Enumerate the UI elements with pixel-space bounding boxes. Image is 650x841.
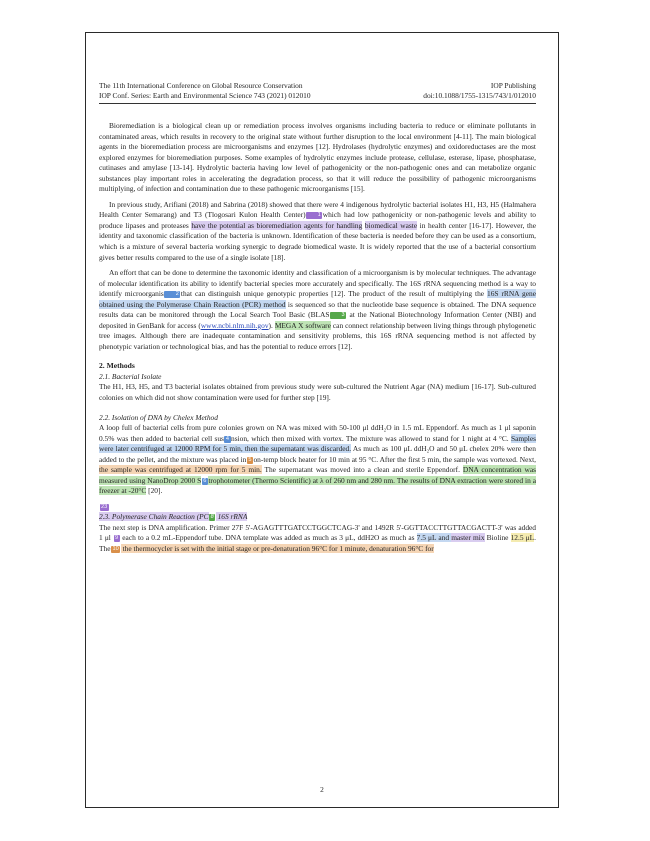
page-number: 2 xyxy=(320,785,324,794)
highlight-mega-x-software[interactable]: MEGA X software xyxy=(274,320,331,330)
annotation-tag-9[interactable]: 9 xyxy=(115,535,119,542)
highlight-thermocycler[interactable]: the thermocycler is set with the initial stage or pre-denaturation 96°C for 1 minute, denaturation 96°C for xyxy=(120,544,434,553)
highlight-sample-centrifuged[interactable]: the sample was centrifuged at 12000 rpm for 5 min. xyxy=(99,465,262,475)
conference-name: The 11th International Conference on Global Resource Conservation xyxy=(99,81,303,90)
ncbi-link[interactable]: www.ncbi.nlm.nih.gov xyxy=(200,320,269,330)
annotation-tag-6[interactable]: 6 xyxy=(203,477,207,484)
annotation-tag-1[interactable]: 1 xyxy=(306,212,322,219)
annotation-tag-4[interactable]: 4 xyxy=(225,435,230,442)
subsection-dna-isolation: 2.2. Isolation of DNA by Chelex Method xyxy=(99,412,218,422)
methods-heading: 2. Methods xyxy=(99,361,135,371)
highlight-dna-concentration[interactable]: DNA concentration was measured using NanoDrop 2000 S xyxy=(99,465,536,485)
annotation-tag-10[interactable]: 10 xyxy=(112,546,119,552)
highlight-master-mix[interactable]: master mix xyxy=(451,533,485,543)
paragraph-previous-study: In previous study, Arifiani (2018) and Sabrina (2018) showed that there were 4 indigenous hydrolytic bacterial isolates H1, H3, H5 (Halmahera Health Center Semarang) and T3 (Tlogosari Kulon Health Center) 1 which had low pathogenicity or non-pathogenic levels and ability to produce lipases and proteases have the potential as bioremediation agents for handling biomedical waste in health center [16-17]. However, the identity and taxonomic classification of the bacteria is unknown. Identification of these bacteria is needed before they can be used as a consortium, which is a mixture of several bacteria working synergic to degrade biomedical waste. It is widely reported that the use of a bacterial consortium gives better results compared to the use of a single isolate [18]. xyxy=(99,199,537,262)
doi-text: doi:10.1088/1755-1315/743/1/012010 xyxy=(423,91,536,101)
highlight-bioline-volume[interactable]: 12.5 μL xyxy=(510,533,535,543)
header-rule xyxy=(99,103,536,104)
subsection-bacterial-isolate: 2.1. Bacterial Isolate xyxy=(99,371,162,381)
subsection-pcr-title xyxy=(99,502,536,513)
document-page xyxy=(85,32,559,808)
paragraph-molecular-techniques: An effort that can be done to determine the taxonomic identity and classification of a microorganism is by molecular techniques. The advantage of molecular identification its ability to identify bacterial species more accurately and specifically. The 16S rRNA sequencing method is a way to identify microorganis 2 that can distinguish unique genotypic properties [12]. The product of the result of multiplying the 16S rRNA gene obtained using the Polymerase Chain Reaction (PCR) method is sequenced so that the nucleotide base sequence is obtained. The DNA sequence results data can be monitored through the Local Search Tool Basic (BLAS 3 at the National Biotechnology Information Center (NBI) and deposited in GenBank for access (www.ncbi.nlm.nih.gov). MEGA X software can connect relationship between living things through phylogenetic tree images. Although there are inadequate contamination and sensitivity problems, this 16S rRNA sequencing method is not affected by phenotypic variation or technological bias, and has the potential to reduce errors [12]. xyxy=(99,268,536,351)
highlight-biomedical-waste[interactable]: biomedical waste xyxy=(364,220,418,230)
paragraph-pcr: The next step is DNA amplification. Primer 27F 5'-AGAGTTTGATCCTGGCTCAG-3' and 1492R 5'-GGTTACCTTGTTACGACTT-3' was added 1 μl 9 each to a 0.2 mL-Eppendorf tube. DNA template was added as much as 3 μL, ddH2O as much as 7.5 μL and master mix Bioline 12.5 μL. The 10 the thermocycler is set with the initial stage or pre-denaturation 96°C for 1 minute, denaturation 96°C for xyxy=(99,522,536,553)
annotation-tag-2[interactable]: 2 xyxy=(164,291,180,298)
highlight-spectrophotometer[interactable]: trophotometer (Thermo Scientific) at λ of 260 nm and 280 nm. The results of DNA extraction were stored in a freezer at -20°C xyxy=(99,475,536,496)
series-citation: IOP Conf. Series: Earth and Environmental Science 743 (2021) 012010 xyxy=(99,91,311,101)
annotation-tag-5[interactable]: 5 xyxy=(248,456,252,463)
highlight-bioremediation-agents[interactable]: have the potential as bioremediation agents for handling xyxy=(191,220,363,230)
highlight-ddh2o-volume[interactable]: 7.5 μL and xyxy=(416,533,452,543)
highlight-centrifuge-step[interactable]: Samples were later centrifuged at 12000 RPM for 5 min, then the supernatant was discarded. xyxy=(99,433,536,454)
subsection-pcr: 2.3. Polymerase Chain Reaction (PC 8 16S rRNA xyxy=(99,512,248,522)
annotation-tag-7[interactable]: 23 xyxy=(101,503,108,510)
highlight-16s-rrna-pcr[interactable]: 16S rRNA gene obtained using the Polymerase Chain Reaction (PCR) method xyxy=(99,289,536,309)
publisher-name: IOP Publishing xyxy=(490,81,536,90)
paragraph-dna-isolation: A loop full of bacterial cells from pure colonies grown on NA was mixed with 50-100 μl ddH₂O in 1.5 mL Eppendorf. As much as 1 μl saponin 0.5% was then added to bacterial cell sus 4 nsion, which then mixed with vortex. The mixture was allowed to stand for 1 night at 4 °C. Samples were later centrifuged at 12000 RPM for 5 min, then the supernatant was discarded. As much as 100 μL ddH₂O and 50 μL chelex 20% were then added to the pellet, and the mixture was placed in 5 on-temp block heater for 10 min at 95 °C. After the first 5 min, the sample was vortexed. Next, the sample was centrifuged at 12000 rpm for 5 min. The supernatant was moved into a clean and sterile Eppendorf. DNA concentration was measured using NanoDrop 2000 S 6 trophotometer (Thermo Scientific) at λ of 260 nm and 280 nm. The results of DNA extraction were stored in a freezer at -20°C [20]. xyxy=(99,423,536,496)
running-header xyxy=(99,81,536,104)
paragraph-bioremediation: Bioremediation is a biological clean up or remediation process involves organisms including bacteria to reduce or eliminate pollutants in contaminated areas, which results in recovery to the original state without further disruption to the local environment [4-11]. The main biological agents in the bioremediation process are microorganisms and enzymes [12]. Hydrolases (hydrolytic enzymes) and oxidoreductases are the most explored enzymes for bioremediation purposes. Some examples of hydrolytic enzymes include protease, cellulase, esterase, lipase, phosphatase, cutinases and amylase [13-14]. Hydrolytic bacteria having low level of pathogenicity or the non-pathogenic ones and can metabolize organic substances play important roles in accelerating the degradation process, so that it will reduce the possibility of pathogenic microorganisms multiplying, of infection and contamination due to these pathogenic microorganisms [15]. xyxy=(99,121,536,194)
body-text xyxy=(99,121,536,555)
paragraph-bacterial-isolate: The H1, H3, H5, and T3 bacterial isolates obtained from previous study were sub-cultured the Nutrient Agar (NA) medium [16-17]. Sub-cultured colonies on which did not show contamination were used for further step [19]. xyxy=(99,382,536,403)
annotation-tag-3[interactable]: 3 xyxy=(330,312,346,319)
annotation-tag-8[interactable]: 8 xyxy=(210,514,214,521)
